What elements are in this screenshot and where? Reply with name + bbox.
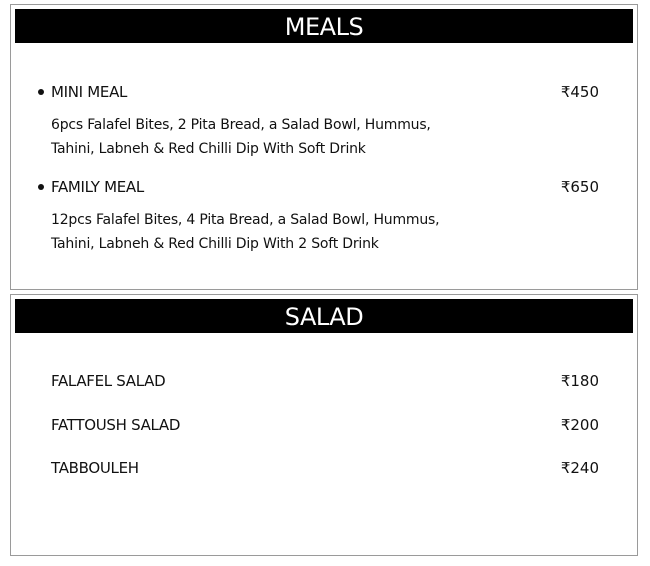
item-price: ₹650: [560, 178, 599, 196]
bullet-icon: [38, 89, 44, 95]
meals-heading: MEALS: [15, 9, 633, 43]
item-price: ₹180: [560, 372, 599, 390]
description-line: 12pcs Falafel Bites, 4 Pita Bread, a Salad Bowl, Hummus,: [51, 212, 440, 228]
item-price: ₹450: [560, 83, 599, 101]
description-line: Tahini, Labneh & Red Chilli Dip With 2 Soft Drink: [51, 236, 379, 252]
item-name: FATTOUSH SALAD: [51, 416, 181, 434]
item-name: FALAFEL SALAD: [51, 372, 166, 390]
item-name: MINI MEAL: [51, 83, 128, 101]
item-price: ₹240: [560, 459, 599, 477]
salad-heading: SALAD: [15, 299, 633, 333]
item-name: TABBOULEH: [51, 459, 139, 477]
bullet-icon: [38, 184, 44, 190]
description-line: Tahini, Labneh & Red Chilli Dip With Soft Drink: [51, 141, 366, 157]
item-description: [51, 208, 511, 256]
meals-section: [10, 4, 638, 290]
salad-section: [10, 294, 638, 556]
description-line: 6pcs Falafel Bites, 2 Pita Bread, a Salad Bowl, Hummus,: [51, 117, 431, 133]
item-name: FAMILY MEAL: [51, 178, 144, 196]
item-price: ₹200: [560, 416, 599, 434]
item-description: [51, 113, 511, 161]
